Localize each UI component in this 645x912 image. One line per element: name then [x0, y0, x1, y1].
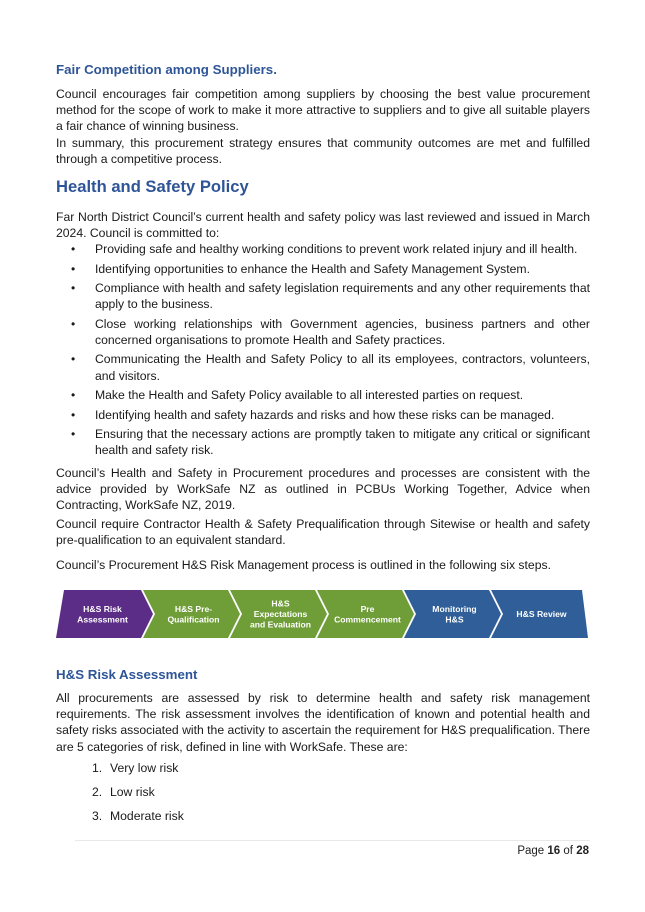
page-word: Page	[517, 845, 545, 857]
hs-prequalification-paragraph: Council require Contractor Health & Safety Prequalification through Sitewise or health and safety pre-qualification to an equivalent standard.	[56, 517, 590, 548]
footer-divider	[75, 840, 590, 841]
list-item: • Communicating the Health and Safety Policy to all its employees, contractors, volunteers, and visitors.	[56, 351, 590, 383]
hs-procurement-paragraph: Council’s Health and Safety in Procurement procedures and processes are consistent with the advice provided by WorkSafe NZ as outlined in PCBUs Working Together, Advice when Contracting, WorkSafe NZ, 2019.	[56, 466, 590, 513]
list-number: 3.	[92, 809, 103, 823]
list-item	[56, 808, 184, 832]
list-item	[56, 760, 184, 784]
step-hands-expectations-and-evaluation-label: H&S Expectations and Evaluation	[249, 598, 312, 630]
page-number	[517, 845, 589, 857]
list-item: • Compliance with health and safety legislation requirements and any other requirements that apply to the business.	[56, 280, 590, 312]
total-pages: 28	[576, 845, 589, 857]
fair-competition-paragraph-2: In summary, this procurement strategy ensures that community outcomes are met and fulfilled through a competitive process.	[56, 136, 590, 167]
list-number: 1.	[92, 761, 103, 775]
list-item: • Make the Health and Safety Policy available to all interested parties on request.	[56, 387, 590, 403]
list-item: • Identifying opportunities to enhance the Health and Safety Management System.	[56, 261, 590, 277]
step-hands-pre-qualification-label: H&S Pre-Qualification	[167, 603, 220, 625]
list-number: 2.	[92, 785, 103, 799]
list-item: • Ensuring that the necessary actions are promptly taken to mitigate any critical or significant health and safety risk.	[56, 426, 590, 458]
of-word: of	[563, 845, 573, 857]
list-item: • Close working relationships with Government agencies, business partners and other concerned organisations to promote Health and Safety practices.	[56, 316, 590, 348]
fair-competition-paragraph-1: Council encourages fair competition among suppliers by choosing the best value procurement method for the scope of work to make it more attractive to suppliers and to give all suitable players a fair chance of winning business.	[56, 87, 590, 134]
list-label: Moderate risk	[110, 809, 184, 823]
step-hands-risk-assessment-label: H&S Risk Assessment	[77, 603, 128, 625]
risk-categories-list	[56, 760, 184, 832]
current-page: 16	[547, 845, 561, 857]
step-hands-review-label: H&S Review	[516, 609, 567, 619]
step-pre-commencement-label: Pre Commencement	[334, 603, 401, 625]
list-label: Low risk	[110, 785, 155, 799]
commitments-list	[56, 241, 590, 462]
fair-competition-heading: Fair Competition among Suppliers.	[56, 62, 277, 77]
health-safety-heading: Health and Safety Policy	[56, 177, 249, 196]
risk-assessment-paragraph: All procurements are assessed by risk to determine health and safety risk management requirements. The risk assessment involves the identification of known and potential health and safety risks associated with the activity to ascertain the requirement for H&S prequalification. There are 5 categories of risk, defined in line with WorkSafe. These are:	[56, 691, 590, 754]
list-item: • Providing safe and healthy working conditions to prevent work related injury and ill health.	[56, 241, 590, 257]
risk-assessment-heading: H&S Risk Assessment	[56, 667, 198, 682]
list-label: Very low risk	[110, 761, 179, 775]
health-safety-intro: Far North District Council’s current health and safety policy was last reviewed and issued in March 2024. Council is committed to:	[56, 210, 590, 241]
step-monitoring-hands-label: Monitoring H&S	[432, 603, 477, 625]
hs-process-intro: Council’s Procurement H&S Risk Management process is outlined in the following six steps.	[56, 558, 551, 572]
list-item: • Identifying health and safety hazards and risks and how these risks can be managed.	[56, 407, 590, 423]
hs-process-diagram	[56, 590, 590, 638]
list-item	[56, 784, 184, 808]
